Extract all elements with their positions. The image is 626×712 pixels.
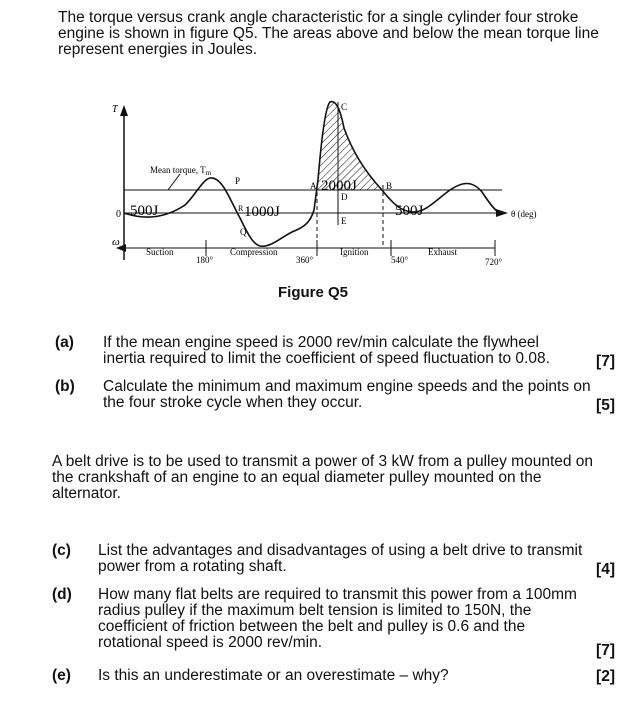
question-a bbox=[55, 335, 615, 371]
energy-label-4: 500J bbox=[395, 203, 424, 219]
angle-180: 180° bbox=[196, 255, 214, 265]
axis-omega-label: ω bbox=[112, 236, 120, 248]
question-c-marks: [4] bbox=[596, 561, 615, 578]
point-b-label: B bbox=[386, 181, 393, 191]
torque-crank-figure bbox=[110, 100, 570, 270]
point-q-label: Q bbox=[240, 227, 247, 237]
point-c-label: C bbox=[341, 102, 348, 112]
question-d-text: How many flat belts are required to transmit this power from a 100mm radius pulley if the maximum belt tension is limited to 150N, the coefficient of friction between the belt and pulley is 0.6 and the rotational speed is 2000 rev/min. bbox=[98, 586, 577, 651]
energy-label-3: 2000J bbox=[321, 178, 357, 194]
question-d bbox=[52, 587, 615, 659]
angle-540: 540° bbox=[391, 255, 409, 265]
axis-theta-label: θ (deg) bbox=[511, 209, 537, 219]
question-a-label: (a) bbox=[55, 334, 74, 351]
torque-diagram bbox=[110, 100, 570, 270]
point-p-label: P bbox=[235, 176, 241, 186]
stroke-compression: Compression bbox=[230, 247, 278, 257]
question-d-marks: [7] bbox=[596, 642, 615, 659]
question-b-marks: [5] bbox=[596, 397, 615, 414]
theta-axis-arrow bbox=[496, 209, 508, 217]
energy-label-1: 500J bbox=[130, 203, 159, 219]
origin-label: 0 bbox=[116, 209, 121, 220]
question-b-text: Calculate the minimum and maximum engine speeds and the points on the four stroke cycle when they occur. bbox=[103, 378, 591, 411]
question-c-text: List the advantages and disadvantages of using a belt drive to transmit power from a rotating shaft. bbox=[98, 542, 583, 575]
point-r-label: R bbox=[238, 204, 244, 213]
question-c-label: (c) bbox=[52, 542, 71, 559]
question-e bbox=[52, 668, 615, 688]
question-a-text: If the mean engine speed is 2000 rev/min calculate the flywheel inertia required to limit the coefficient of speed fluctuation to 0.08. bbox=[103, 334, 550, 367]
figure-caption: Figure Q5 bbox=[277, 284, 348, 301]
stroke-exhaust: Exhaust bbox=[428, 247, 457, 257]
question-e-label: (e) bbox=[52, 667, 71, 684]
question-d-label: (d) bbox=[52, 586, 72, 603]
stroke-suction: Suction bbox=[146, 247, 174, 257]
question-e-marks: [2] bbox=[596, 668, 615, 685]
angle-720: 720° bbox=[485, 257, 503, 267]
question-c bbox=[52, 543, 615, 579]
energy-label-2: 1000J bbox=[244, 204, 280, 220]
stroke-ignition: Ignition bbox=[340, 247, 369, 257]
question-e-text: Is this an underestimate or an overestimate – why? bbox=[98, 667, 449, 684]
intro-paragraph: The torque versus crank angle characteristic for a single cylinder four stroke engine is shown in figure Q5. The areas above and below the mean torque line represent energies in Joules. bbox=[58, 9, 599, 58]
question-b-label: (b) bbox=[55, 378, 75, 395]
torque-axis-arrow bbox=[120, 105, 128, 116]
mean-torque-label: Mean torque, $T_m$ bbox=[150, 165, 212, 177]
angle-360: 360° bbox=[296, 255, 314, 265]
axis-t-label: T bbox=[112, 104, 118, 115]
question-b bbox=[55, 379, 615, 415]
question-a-marks: [7] bbox=[596, 353, 615, 370]
mean-torque-leader bbox=[168, 174, 180, 190]
point-a-label: A bbox=[310, 181, 317, 191]
point-e-label: E bbox=[341, 216, 347, 226]
belt-intro-paragraph: A belt drive is to be used to transmit a power of 3 kW from a pulley mounted on the crankshaft of an engine to an equal diameter pulley mounted on the alternator. bbox=[52, 453, 594, 502]
point-d-label: D bbox=[341, 192, 348, 202]
